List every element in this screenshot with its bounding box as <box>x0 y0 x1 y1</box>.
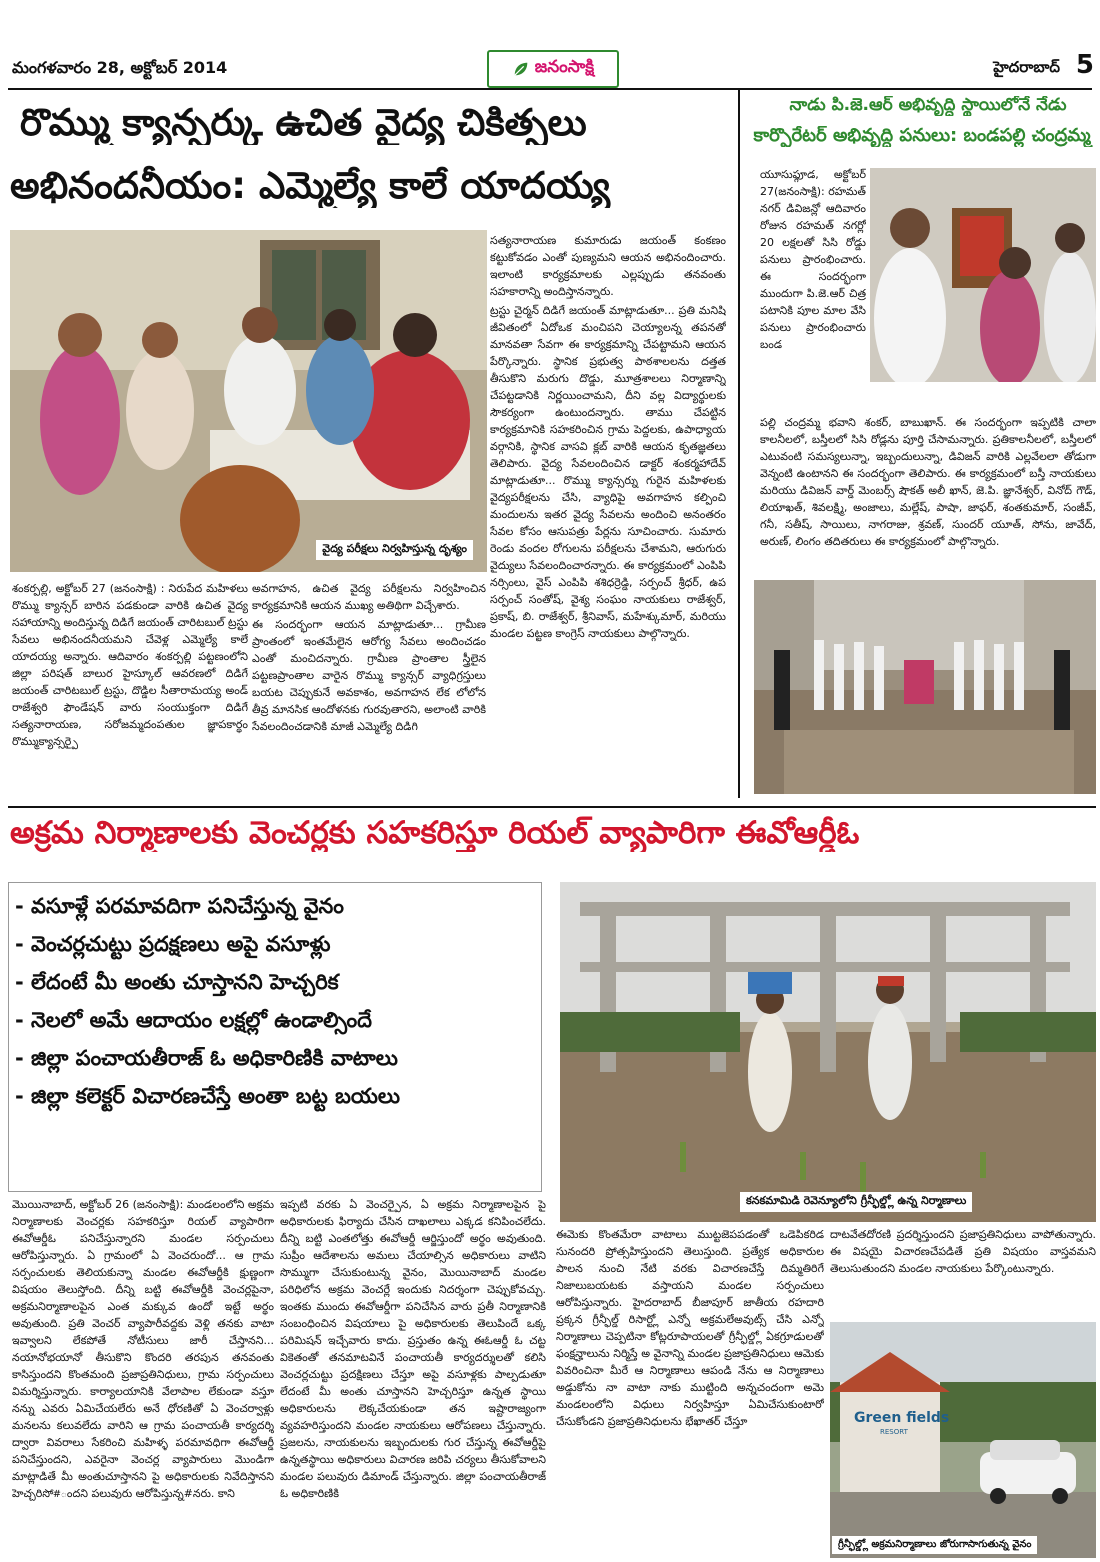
leaf-icon <box>512 60 530 78</box>
highlight-1: - వసూళ్లే పరమావదిగా పనిచేస్తున్న వైనం <box>15 894 344 918</box>
construction-site-photo <box>560 882 1096 1222</box>
edition-city: హైదరాబాద్ <box>993 58 1060 76</box>
resort-photo-caption: గ్రీన్ఫీల్డ్లో అక్రమనిర్మాణాలు జోరుగాసాగుతున్న వైనం <box>832 1536 1037 1554</box>
story3-column-1: మొయినాబాద్, అక్టోబర్ 26 (జనంసాక్షి): మండలంలోని అక్రమ నిర్మాణాలకు వెంచర్లకు సహకరిస్తూ రియల్ వ్యాపారిగా ఈవోఆర్డీఓ పనిచేస్తున్నారని మండల సర్పంచులు ఆరోపిస్తున్నారు. ఏ గ్రామంలో ఏ వెంచరుందో... ఆ గ్రామ సర్పంచులకు తెలియకున్నా మండల ఈవోఆర్డీకి క్షుణ్ణంగా విషయం తెలుస్తోంది. దీన్ని బట్టి ఈవోఆర్డీకి వెంచర్లపైనా, అక్రమనిర్మాణాలపైన ఎంత మక్కువ ఉందో ఇట్టే అర్థం అవుతుంది. ప్రతి వెంచర్ వ్యాపారీవద్దకు వెళ్లి తనకు వాటా ఇవ్వాలని లేకపోతే నోటీసులు జారీ చేస్తానని... నయానోభయానో తీసుకొని కొందరి తరపున తనవంతు కాసిస్తుందని కొంతమంది ప్రజాప్రతినిధులు, గ్రామ సర్పంచులు విమర్శిస్తున్నారు. కార్యాలయానికి వేలాపాల లేకుండా వస్తూ నన్ను ఎవరు ఏమిచేయలేరు అనే ధోరణితో ఏ వెంచర్వాళ్లు మనలను కలువలేదు వారిని ఆ గ్రామ పంచాయతీ కార్యదర్శి ద్వారా వివరాలు సేకరించి మహిళ్ళ పరమావధిగా ఈవోఆర్డీ పనిచేస్తుందని, ఎవరైనా వెంచర్ల వ్యాపారులు మొండిగా మాట్లాడితే మీ అంతుచూస్తానని పై అధికారులకు నివేదిస్తానని హెచ్చరిసో#ందని పలువురు ఆరోపిస్తున్న#నరు. కాని <box>12 1198 274 1500</box>
masthead-logo <box>487 50 619 88</box>
story1-headline-line1: రొమ్ము క్యాన్సర్కు ఉచిత వైద్య చికిత్సలు <box>20 102 587 144</box>
story2-groundbreaking-photo <box>754 580 1096 794</box>
story3-column-2: ఇప్పటి వరకు ఏ వెంచర్పైన, ఏ అక్రమ నిర్మాణాలపైన పై అధికారులకు ఫిర్యాదు చేసిన దాఖలాలు ఎక్కడ కనిపించలేదు. దీన్ని బట్టి ఎంతలోత్తు ఈవోఆర్డీ ఆర్జిస్తుందో అర్థం అవుతుంది. సుప్రీం ఆదేశాలను అమలు చేయాల్సిన అధికారులు వాటిని సొమ్ముగా చేసుకుంటున్న వైనం, మొయినాబాద్ మండల పరిధిలోన అక్రమ వెంచర్లే ఇందుకు నిదర్శంగా చెప్పుకోవచ్చు. ఇంతకు ముందు ఈవోఆర్డీగా పనిచేసిన వారు ప్రతీ నిర్మాణానికి సంబంధించిన విషయాలు పై అధికారులకు తెలుపిందే ఒక్క పరిమిషన్ ఇచ్చేవారు కాదు. ప్రస్తుతం ఉన్న ఈఓఆర్డీ ఓ చట్ట వికెతంతో తనమాటవినే పంచాయతీ కార్యదర్శులతో కలిసి వెంచర్లచుట్టు ప్రదక్షిణలు చేస్తూ అపై వసూళ్లకు పాల్పడుతూ లేదంటే మీ అంతు చూస్తానని హెచ్చరిస్తూ ఉన్నత స్థాయి అధికారులను లెక్కచేయకుండా తన ఇష్టారాజ్యంగా వ్యవహరిస్తుందని మండల నాయకులు ఆరోపణలు చేస్తున్నారు. ప్రజలను, నాయకులను ఇబ్బందులకు గుర చేస్తున్న ఈవోఆర్డీపై ఉన్నతస్థాయి అధికారులు విచారణ జరిపి చర్యలు తీసుకోవాలని మండల పలువురు డిమాండ్ చేస్తున్నారు. జిల్లా పంచాయతీరాజ్ ఓ అధికారిణికి <box>280 1198 546 1500</box>
masthead-title: జనంసాక్షి <box>534 57 595 77</box>
story1-column-3 <box>490 232 726 802</box>
column-divider <box>738 90 740 798</box>
story2-headline-line1: నాడు పి.జె.ఆర్ అభివృద్ధి స్థాయిలోనే నేడు <box>789 96 1067 115</box>
photo-caption: వైద్య పరీక్షలు నిర్వహిస్తున్న దృశ్యం <box>316 540 473 560</box>
green-fields-resort-photo <box>830 1322 1096 1558</box>
story1-column-2 <box>252 580 486 802</box>
story1-col3-para2: ట్రస్టు చైర్మన్ దిడిగే జయంత్ మాట్లాడుతూ... ప్రతి మనిషి జీవితంలో ఏదోఒక మంచిపని చెయ్యాలన్న తపనతో మానవతా సేవగా ఈ కార్యక్రమాన్ని చేపట్టామని ఆయన పేర్కొన్నారు. స్థానిక ప్రభుత్వ పాఠశాలలను దత్తత తీసుకొని మరుగు దొడ్డు, మూత్రశాలలు నిర్మాణాన్ని చేపట్టడానికి నిర్ణయించామని, దీని వల్ల విద్యార్థులకు సౌకర్యంగా ఉంటుందన్నారు. తాము చేపట్టిన కార్యక్రమానికి సహకరించిన గ్రామ పెద్దలకు, ఉపాధ్యాయ వర్గానికి, స్థానిక వాసవి క్లబ్ వారికి ఆయన కృతజ్ఞతలు తెలిపారు. వైద్య సేవలందించిన డాక్టర్ శంకర్మహాదేవ్ మాట్లాడుతూ... రొమ్ము క్యాన్సర్ను గురైన మహిళలకు వైద్యపరీక్షలను చేసి, వ్యాధిపై అవగాహన కల్పించి మందులను ఇతర వైద్య సేవలను అందించి అనంతరం సేవల కోసం ఆసుపత్రు పేర్లను సూచించారు. సుమారు రెండు వందల రోగులను పరీక్షలను చేశామని, ఆరుగురు వైద్యులు సేవలందించారన్నారు. ఈ కార్యక్రమంలో ఎంపిపి నర్సింలు, వైస్ ఎంపిపి శశిధర్రెడ్డి, సర్పంచ్ శ్రీధర్, ఉప సర్పంచ్ సంతోష్, వైశ్య సంఘం నాయకులు రాజేశ్వర్, ప్రకాష్, బి. రాజేశ్వర్, శ్రీనివాస్, మహేశ్కుమార్, మరియు మండల పట్టణ కాంగ్రెస్ నాయకులు పాల్గొన్నారు. <box>490 304 726 640</box>
story2-intro: యూసుఫ్గూడ, అక్టోబర్ 27(జనంసాక్షి): రహమత్ నగర్ డివిజన్లో ఆదివారం రోజున రహమత్ నగర్లో 20 లక్షలతో సిసి రోడ్డు పనులు ప్రారంభించారు. ఈ సందర్భంగా ముందుగా పి.జె.ఆర్ చిత్ర పటానికి పూల మాల వేసి పనులు ప్రారంభించారు బండ <box>760 168 866 351</box>
story1-column-1 <box>12 580 248 802</box>
resort-sign-text: Green fields <box>854 1410 950 1426</box>
highlight-3: - లేదంటే మీ అంతు చూస్తానని హెచ్చరిక <box>15 970 339 994</box>
story3-column-3: ఈమెకు కొంతమేరా వాటాలు ముట్టజెపపడంతో ఒడెపికరిడ సునందరి ప్రోత్సహిస్తుందని తెలుస్తుంది. ప్రత్యేక అధికారుల పాలన నుంచి నేటి వరకు విచారణచేస్తే దిమ్మతిరిగే నిజాలుబయటకు వస్తాయని మండల సర్పంచులు ఆరోపిస్తున్నారు. హైదరాబాద్ బీజాపూర్ జాతీయ రహదారి ప్రక్కన గ్రీన్ఫీల్డ్ రిసార్ట్లో ఎన్నో అక్రమలేఅవుట్స్ చేసి ఎన్నో నిర్మాణాలు చెప్పటినా కోట్లరూపాయలతో గ్రీన్ఫీల్డ్లో ఏకగ్రూడులతో ఫంక్షన్హాలును నిర్మిస్తే అ వైనాన్ని మండల ప్రజాప్రతినిధులు ఆమెకు వివరించినా మీరే ఆ నిర్మాణాలు ఆపండి నేను ఆ నిర్మాణాలు అడ్డుకోను నా వాటా నాకు ముట్టింది అన్నచందంగా అమె మండలంలోని విధులు నిర్వహిస్తూ ఏమిచేసుకుంటారో చేసుకోండని ప్రజాప్రతినిధులను భేఖాతర్ చేస్తూ <box>556 1228 824 1428</box>
construction-photo-caption: కనకమామిడి రెవెన్యూలోని గ్రీన్ఫీల్డ్లో ఉన్న నిర్మాణాలు <box>740 1192 972 1212</box>
highlight-4: - నెలలో అమే ఆదాయం లక్షల్లో ఉండాల్సిందే <box>15 1008 372 1032</box>
story1-col1-para1: శంకర్పల్లి, అక్టోబర్ 27 (జనంసాక్షి) : నిరుపేద మహిళలు రొమ్ము క్యాన్సర్ బారిన పడకుండా వారికి ఉచిత వైద్య సహాయాన్ని అందిస్తున్న దిడిగే జయంత్ చారిటబుల్ ట్రస్టు సేవలు అభినందనీయమని చేవెళ్ల ఎమ్మెల్యే కాలే యాదయ్య అన్నారు. ఆదివారం శంకర్పల్లి పట్టణంలోని జిల్లా పరిషత్ బాలుర హైస్కూల్ ఆవరణలో దిడిగే జయంత్ చారిటబుల్ ట్రస్టు, దొడ్డిల సీతారామయ్య అండ్ రాజేశ్వరి ఫౌండేషన్ వారు సంయుక్తంగా దిడిగే సత్యనారాయణ, సరోజమ్మదంపతుల జ్ఞాపకార్థం రొమ్ముక్యాన్సర్పై <box>12 582 248 748</box>
story1-col2-para1: అవగాహన, ఉచిత వైద్య పరీక్షలను నిర్వహించిన కార్యక్రమానికి ఆయన ముఖ్య అతిథిగా విచ్చేశారు. <box>252 582 486 612</box>
resort-sign-subtext: RESORT <box>880 1428 908 1436</box>
story3-highlights-box <box>8 882 542 1192</box>
header-rule <box>8 88 1092 90</box>
story1-headline-line2: అభినందనీయం: ఎమ్మెల్యే కాలే యాదయ్య <box>10 165 611 207</box>
highlight-6: - జిల్లా కలెక్టర్ విచారణచేస్తే అంతా బట్ట బయలు <box>15 1084 401 1108</box>
story2-event-photo <box>870 168 1096 382</box>
page-number: 5 <box>1075 50 1094 80</box>
section-divider <box>8 806 1096 808</box>
story2-headline-line2: కార్పొరేటర్ అభివృద్ధి పనులు: బండపల్లి చంద్రమ్మ <box>753 126 1091 146</box>
highlight-5: - జిల్లా పంచాయతీరాజ్ ఓ అధికారిణికి వాటాలు <box>15 1046 398 1070</box>
medical-camp-photo <box>10 230 487 572</box>
story2-body: పల్లి చంద్రమ్మ భవాని శంకర్, బాబుఖాన్. ఈ సందర్భంగా ఇప్పటికి చాలా కాలనీలలో, బస్తీలలో సిసి రోడ్లను పూర్తి చేసామన్నారు. ప్రతికాలనీలలో, బస్తీలలో ఎటువంటి సమస్యలున్నా, ఇబ్బందులున్నా, డివిజన్ వారికి ఎల్లవేలలా తోడుగా వెన్నంటి ఉంటానని ఈ సందర్భంగా తెలిపారు. ఈ కార్యక్రమంలో బస్తీ నాయకులు మరియు డివిజన్ వార్డ్ మెంబర్స్ షౌకత్ అలీ ఖాన్, జె.పి. జ్ఞానేశ్వర్, వినోద్ గౌడ్, లియాఖత్, శివలక్ష్మి, అంజాలు, మల్లేష్, పాషా, జాఫర్, శంతకుమార్, సంజీవ్, గనీ, సతీష్, సాయిలు, నాగరాజు, శ్రవణ్, సుందర్ యూత్, సోను, జావేద్, అరుణ్, లింగం తదితరులు ఈ కార్యక్రమంలో పాల్గొన్నారు. <box>760 416 1096 548</box>
highlight-2: - వెంచర్లచుట్టు ప్రదక్షణలు అపై వసూళ్లు <box>15 932 331 956</box>
story1-col3-para1: సత్యనారాయణ కుమారుడు జయంత్ కంకణం కట్టుకోవడం ఎంతో పుణ్యమని ఆయన అభినందించారు. ఇలాంటి కార్యక్రమాలకు ఎల్లప్పుడు తనవంతు సహకారాన్ని అందిస్తానన్నారు. <box>490 234 726 298</box>
issue-date: మంగళవారం 28, అక్టోబర్ 2014 <box>12 58 228 77</box>
story3-column-4: దాటవేతదోరణి ప్రదర్శిస్తుందని ప్రజాప్రతినిధులు వాపోతున్నారు. ఈ విషయై విచారణచేపడితే ప్రతి విషయం వాస్తవమని తెలుసుతుందని మండల నాయకులు పేర్కొంటున్నారు. <box>830 1228 1096 1275</box>
story3-headline: అక్రమ నిర్మాణాలకు వెంచర్లకు సహకరిస్తూ రియల్ వ్యాపారిగా ఈవోఆర్డీఓ <box>10 816 860 851</box>
story1-col2-para2: ఈ సందర్భంగా ఆయన మాట్లాడుతూ... గ్రామీణ ప్రాంతంలో ఇంతమేలైన ఆరోగ్య సేవలు అందించడం ఎంతో మంచిదన్నారు. గ్రామీణ ప్రాంతాల స్త్రీలైన పట్టణప్రాంతాల వారైన రొమ్ము క్యాన్సర్ వ్యాధిగ్రస్తులు బయట చెప్పుకునే అవకాశం, అవగాహన లేక లోలోన తీవ్ర మానసిక ఆందోళనకు గురవుతారని, అలాంటి వారికి సేవలందించడానికి మాజీ ఎమ్మెల్యే దిడిగి <box>252 618 486 733</box>
